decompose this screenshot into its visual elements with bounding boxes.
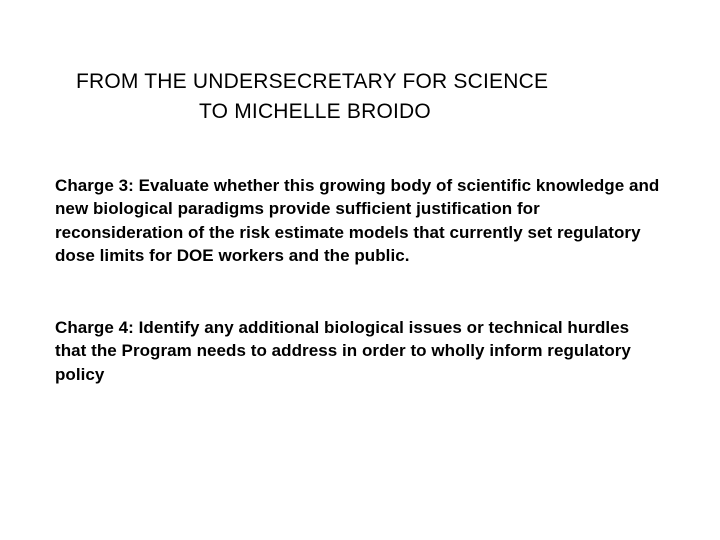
heading-line-1: FROM THE UNDERSECRETARY FOR SCIENCE [76, 70, 549, 93]
heading-line-2: TO MICHELLE BROIDO [199, 100, 431, 123]
charge-4-paragraph: Charge 4: Identify any additional biological issues or technical hurdles that the Program needs to address in order to wholly inform regulatory policy [55, 318, 631, 384]
charge-3-paragraph: Charge 3: Evaluate whether this growing body of scientific knowledge and new biological paradigms provide sufficient justification for reconsideration of the risk estimate models that currently set regulatory dose limits for DOE workers and the public. [55, 176, 660, 265]
